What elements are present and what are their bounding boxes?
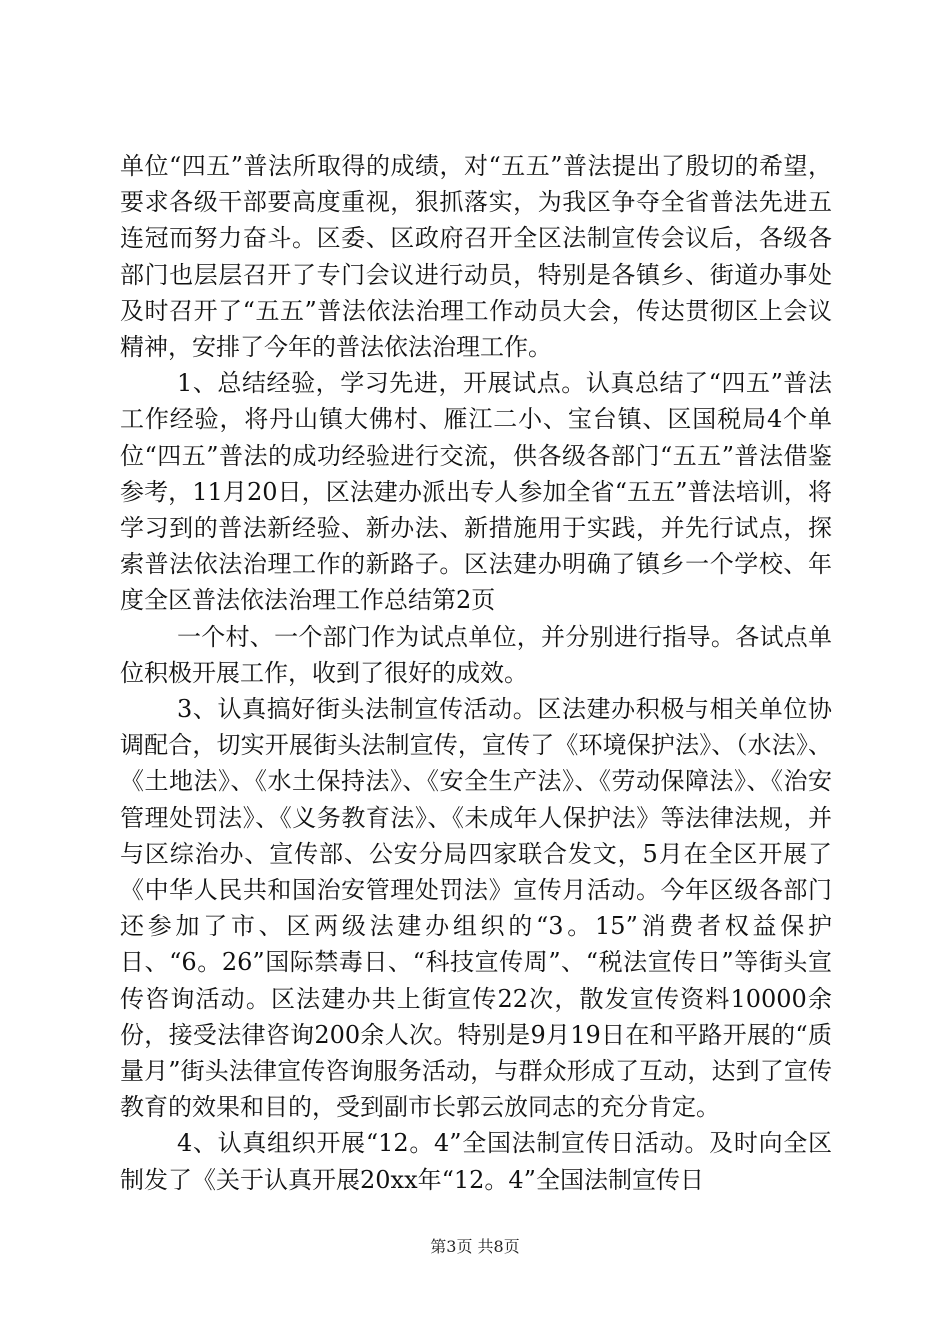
paragraph-item-3: 3、认真搞好街头法制宣传活动。区法建办积极与相关单位协调配合，切实开展街头法制宣传，宣传了《环境保护法》、（水法》、《土地法》、《水土保持法》、《安全生产法》、《劳动保障法》、《治安管理处罚法》、《义务教育法》、《未成年人保护法》等法律法规，并与区综治办、宣传部、公安分局四家联合发文，5月在全区开展了《中华人民共和国治安管理处罚法》宣传月活动。今年区级各部门还参加了市、区两级法建办组织的“3。15”消费者权益保护日、“6。26”国际禁毒日、“科技宣传周”、“税法宣传日”等街头宣传咨询活动。区法建办共上街宣传22次，散发宣传资料10000余份，接受法律咨询200余人次。特别是9月19日在和平路开展的“质量月”街头法律宣传咨询服务活动，与群众形成了互动，达到了宣传教育的效果和目的，受到副市长郭云放同志的充分肯定。 <box>120 695 832 1122</box>
paragraph-item-1: 1、总结经验，学习先进，开展试点。认真总结了“四五”普法工作经验，将丹山镇大佛村、雁江二小、宝台镇、区国税局4个单位“四五”普法的成功经验进行交流，供各级各部门“五五”普法借鉴参考，11月20日，区法建办派出专人参加全省“五五”普法培训，将学习到的普法新经验、新办法、新措施用于实践，并先行试点，探索普法依法治理工作的新路子。区法建办明确了镇乡一个学校、年度全区普法依法治理工作总结第2页 <box>120 369 832 615</box>
document-body <box>120 148 832 1198</box>
paragraph-continuation: 一个村、一个部门作为试点单位，并分别进行指导。各试点单位积极开展工作，收到了很好的成效。 <box>120 622 832 687</box>
paragraph-intro: 单位“四五”普法所取得的成绩，对“五五”普法提出了殷切的希望，要求各级干部要高度重视，狠抓落实，为我区争夺全省普法先进五连冠而努力奋斗。区委、区政府召开全区法制宣传会议后，各级各部门也层层召开了专门会议进行动员，特别是各镇乡、街道办事处及时召开了“五五”普法依法治理工作动员大会，传达贯彻区上会议精神，安排了今年的普法依法治理工作。 <box>120 152 832 362</box>
page-footer: 第3页 共8页 <box>430 1237 520 1256</box>
paragraph-item-4: 4、认真组织开展“12。4”全国法制宣传日活动。及时向全区制发了《关于认真开展20xx年“12。4”全国法制宣传日 <box>120 1129 832 1194</box>
